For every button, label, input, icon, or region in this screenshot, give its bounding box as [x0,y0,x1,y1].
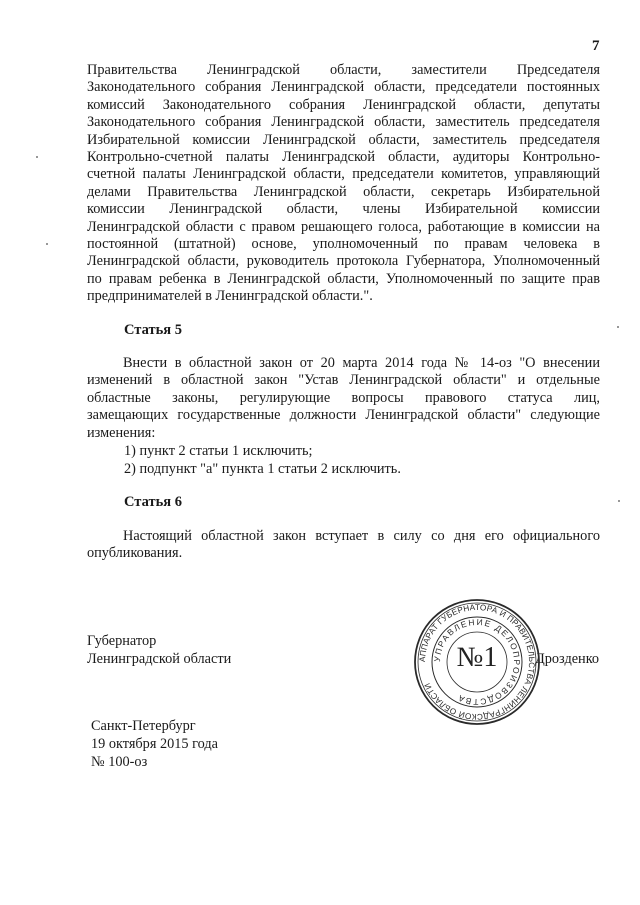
footer-date: 19 октября 2015 года [91,736,219,752]
list-item: 1) пункт 2 статьи 1 исключить; [124,443,313,459]
seal-outer-text: АППАРАТ ГУБЕРНАТОРА И ПРАВИТЕЛЬСТВА ЛЕНИНГРАДСКОЙ ОБЛАСТИ [417,602,537,722]
seal-number: №1 [456,642,498,673]
text-line: изменения: [87,424,156,441]
text-line: Контрольно-счетной палаты Ленинградской области, аудиторы Контрольно- [87,148,600,165]
text-line: областные законы, регулирующие вопросы правового статуса лиц, [87,389,600,406]
article-6-body [87,528,600,563]
list-item: 2) подпункт "а" пункта 1 статьи 2 исключить. [124,461,401,477]
text-line: Ленинградской области, руководитель протокола Губернатора, Уполномоченный [87,253,600,270]
footer-city: Санкт-Петербург [91,718,196,734]
text-line: Законодательного собрания Ленинградской области, председатели постоянных [87,79,600,96]
text-line: Настоящий областной закон вступает в силу со дня его официального [123,528,600,544]
page-number: 7 [592,38,600,54]
text-line: Законодательного собрания Ленинградской области, заместитель председателя [87,114,600,131]
scan-speck [46,243,48,245]
paragraph-continuation [87,62,600,305]
article-5-body [87,355,600,442]
signatory-name: Дрозденко [535,651,600,667]
seal-inner-text: УПРАВЛЕНИЕ ДЕЛОПРОИЗВОДСТВА [431,616,523,708]
text-line: постоянной (штатной) основе, уполномоченный по правам человека в [87,235,600,252]
scan-speck [618,500,620,502]
text-line: счетной палаты Ленинградской области, председатели комитетов, управляющий [87,166,600,183]
text-line: замещающих государственные должности Ленинградской области" следующие [87,407,600,424]
text-line: Ленинградской области с правом решающего голоса, работающие в комиссии на [87,218,600,235]
scan-speck [617,326,619,328]
official-seal [413,598,541,726]
text-line: предпринимателей в Ленинградской области.". [87,288,373,305]
text-line: Избирательной комиссии Ленинградской области, заместитель председателя [87,131,600,148]
text-line: Правительства Ленинградской области, заместители Председателя [87,62,600,78]
article-6-heading: Статья 6 [124,494,182,510]
scan-speck [36,156,38,158]
text-line: по правам ребенка в Ленинградской области, Уполномоченный по защите прав [87,270,600,287]
text-line: комиссии Ленинградской области, члены Избирательной комиссии [87,201,600,218]
text-line: делами Правительства Ленинградской области, секретарь Избирательной [87,183,600,200]
text-line: Внести в областной закон от 20 марта 2014 года № 14-оз "О внесении [123,355,600,371]
signatory-title-line1: Губернатор [87,633,157,649]
text-line: опубликования. [87,545,183,562]
article-5-heading: Статья 5 [124,322,182,338]
footer-law-number: № 100-оз [91,754,148,770]
text-line: комиссий Законодательного собрания Ленинградской области, депутаты [87,96,600,113]
signatory-title-line2: Ленинградской области [87,651,232,667]
text-line: изменений в областной закон "Устав Ленинградской области" и отдельные [87,372,600,389]
